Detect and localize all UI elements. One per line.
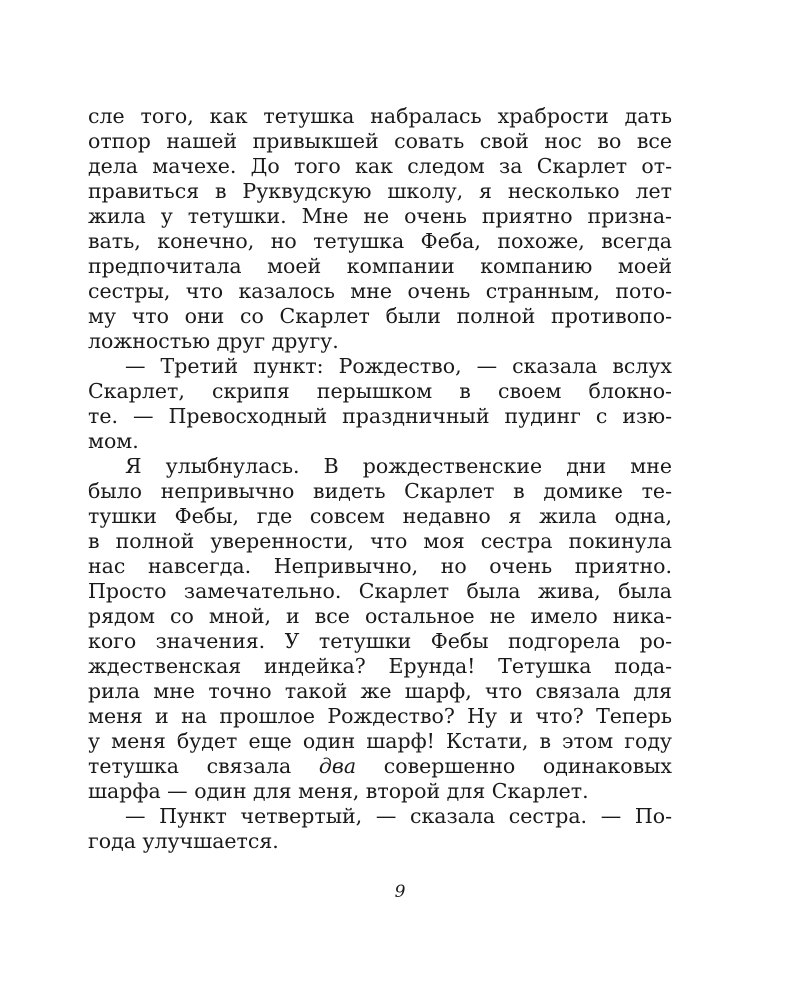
text-line: тетушка связала два совершенно одинаковых [88,754,672,778]
text-line: вать, конечно, но тетушка Феба, похоже, всегда [88,229,672,253]
text-line: года улучшается. [88,829,279,853]
emphasis: два [318,754,357,778]
text-line: рила мне точно такой же шарф, что связала для [88,679,672,703]
text-line: — Третий пункт: Рождество, — сказала вслух [125,354,672,378]
text-line: у меня будет еще один шарф! Кстати, в этом году [88,729,672,753]
text-line: тушки Фебы, где совсем недавно я жила одна, [88,504,672,528]
text-line: правиться в Руквудскую школу, я несколько лет [88,179,672,203]
text-line: в полной уверенности, что моя сестра покинула [88,529,672,553]
text-line: те. — Превосходный праздничный пудинг с изю- [88,404,672,428]
text-line: шарфа — один для меня, второй для Скарлет. [88,779,589,803]
text-line: было непривычно видеть Скарлет в домике те- [88,479,672,503]
text-line: ждественская индейка? Ерунда! Тетушка пода- [88,654,672,678]
text-line: Скарлет, скрипя перышком в своем блокно- [88,379,672,403]
text-line: Я улыбнулась. В рождественские дни мне [125,454,672,478]
text-line: жила у тетушки. Мне не очень приятно призна- [88,204,672,228]
text-line: кого значения. У тетушки Фебы подгорела ро- [88,629,672,653]
page-number: 9 [394,882,406,902]
page-body [88,104,672,854]
text-line: му что они со Скарлет были полной противопо- [88,304,672,328]
text-line: меня и на прошлое Рождество? Ну и что? Теперь [88,704,672,728]
text-line: предпочитала моей компании компанию моей [88,254,672,278]
text-line: сестры, что казалось мне очень странным, пото- [88,279,672,303]
text-line: рядом со мной, и все остальное не имело ника- [88,604,672,628]
text-line: мом. [88,429,139,453]
text-line: отпор нашей привыкшей совать свой нос во все [88,129,672,153]
text-line: сле того, как тетушка набралась храбрости дать [88,104,672,128]
text-line: дела мачехе. До того как следом за Скарлет от- [88,154,672,178]
text-line: — Пункт четвертый, — сказала сестра. — По- [125,804,672,828]
text-line: Просто замечательно. Скарлет была жива, была [88,579,672,603]
text-line: нас навсегда. Непривычно, но очень приятно. [88,554,672,578]
text-line: ложностью друг другу. [88,329,339,353]
